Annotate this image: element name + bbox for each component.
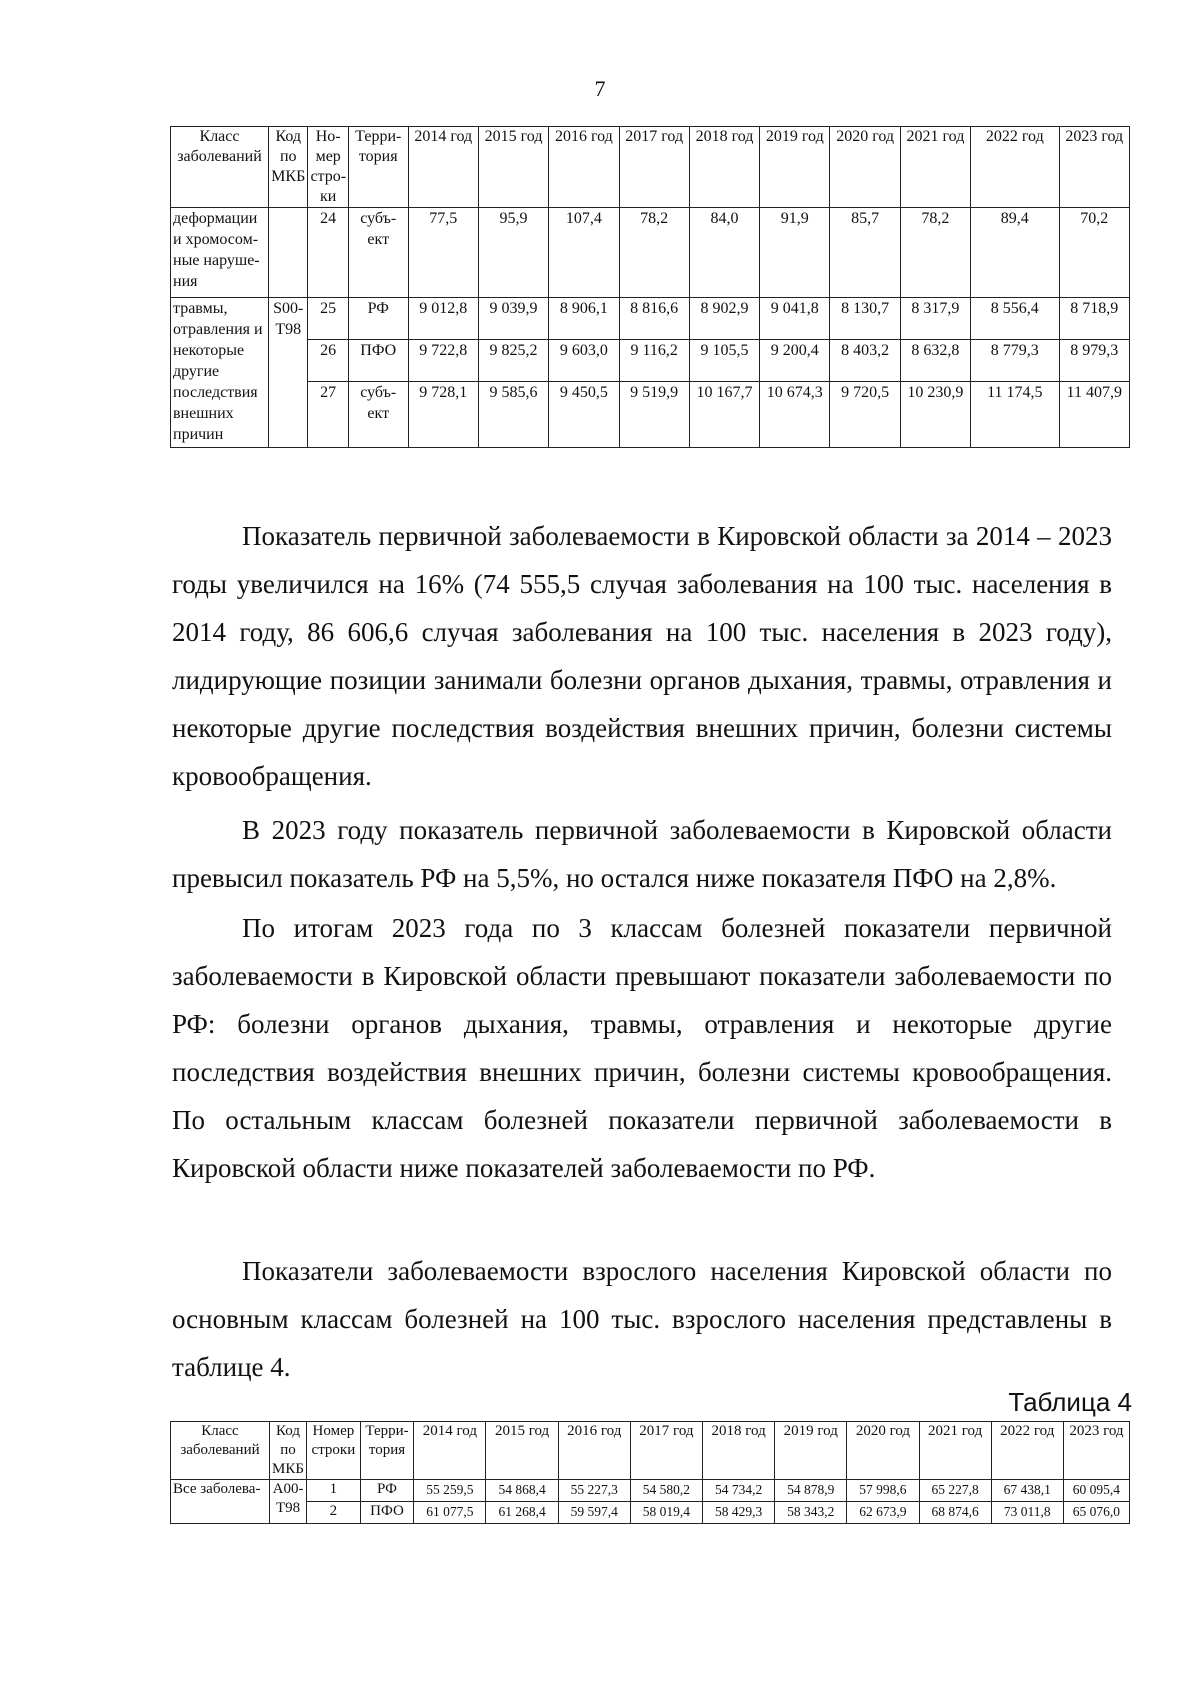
value-cell: 9 603,0 xyxy=(549,340,619,382)
header-year: 2017 год xyxy=(630,1422,702,1480)
value-cell: 9 105,5 xyxy=(689,340,759,382)
value-cell: 9 519,9 xyxy=(619,382,689,448)
value-cell: 9 039,9 xyxy=(478,298,548,340)
header-year: 2019 год xyxy=(760,127,830,208)
value-cell: 54 868,4 xyxy=(486,1480,558,1502)
value-cell: 68 874,6 xyxy=(919,1502,991,1524)
row-number-cell: 27 xyxy=(308,382,348,448)
value-cell: 58 343,2 xyxy=(775,1502,847,1524)
header-year: 2021 год xyxy=(900,127,970,208)
header-territory: Терри-тория xyxy=(360,1422,414,1480)
header-year: 2022 год xyxy=(991,1422,1063,1480)
paragraph-2023-comparison: В 2023 году показатель первичной заболеваемости в Кировской области превысил показатель РФ на 5,5%, но остался ниже показателя ПФО на 2,8%. xyxy=(172,815,1112,893)
value-cell: 8 130,7 xyxy=(830,298,900,340)
value-cell: 9 200,4 xyxy=(760,340,830,382)
value-cell: 10 674,3 xyxy=(760,382,830,448)
table-row xyxy=(171,208,1130,298)
value-cell: 55 259,5 xyxy=(414,1480,486,1502)
header-row-number: Номер строки xyxy=(307,1422,361,1480)
value-cell: 9 722,8 xyxy=(408,340,478,382)
value-cell: 62 673,9 xyxy=(847,1502,919,1524)
row-number-cell: 24 xyxy=(308,208,348,298)
header-territory: Терри-тория xyxy=(348,127,408,208)
value-cell: 58 429,3 xyxy=(703,1502,775,1524)
value-cell: 89,4 xyxy=(971,208,1059,298)
header-year: 2017 год xyxy=(619,127,689,208)
value-cell: 57 998,6 xyxy=(847,1480,919,1502)
territory-cell: РФ xyxy=(360,1480,414,1502)
code-cell: A00-T98 xyxy=(269,1480,306,1524)
value-cell: 9 825,2 xyxy=(478,340,548,382)
value-cell: 95,9 xyxy=(478,208,548,298)
header-year: 2015 год xyxy=(478,127,548,208)
header-row-number: Но-мер стро-ки xyxy=(308,127,348,208)
value-cell: 8 906,1 xyxy=(549,298,619,340)
value-cell: 61 077,5 xyxy=(414,1502,486,1524)
row-number-cell: 26 xyxy=(308,340,348,382)
value-cell: 54 734,2 xyxy=(703,1480,775,1502)
value-cell: 8 979,3 xyxy=(1059,340,1129,382)
value-cell: 8 403,2 xyxy=(830,340,900,382)
territory-cell: субъ-ект xyxy=(348,382,408,448)
header-code: Код по МКБ xyxy=(269,1422,306,1480)
value-cell: 8 556,4 xyxy=(971,298,1059,340)
value-cell: 61 268,4 xyxy=(486,1502,558,1524)
value-cell: 8 902,9 xyxy=(689,298,759,340)
header-class: Класс заболеваний xyxy=(171,1422,270,1480)
paragraph-disease-classes: По итогам 2023 года по 3 классам болезней показатели первичной заболеваемости в Кировской области превышают показатели заболеваемости по РФ: болезни органов дыхания, травмы, отравления и некоторые другие последствия воздействия внешних причин, болезни системы кровообращения. По остальным классам болезней показатели первичной заболеваемости в Кировской области ниже показателей заболеваемости по РФ. xyxy=(172,913,1112,1183)
value-cell: 65 227,8 xyxy=(919,1480,991,1502)
value-cell: 9 012,8 xyxy=(408,298,478,340)
class-cell: травмы, отравления и некоторые другие последствия внешних причин xyxy=(171,298,269,448)
value-cell: 78,2 xyxy=(900,208,970,298)
value-cell: 8 718,9 xyxy=(1059,298,1129,340)
value-cell: 8 779,3 xyxy=(971,340,1059,382)
morbidity-table-continued xyxy=(170,126,1130,448)
value-cell: 9 450,5 xyxy=(549,382,619,448)
value-cell: 10 167,7 xyxy=(689,382,759,448)
header-year: 2015 год xyxy=(486,1422,558,1480)
territory-cell: ПФО xyxy=(348,340,408,382)
value-cell: 11 407,9 xyxy=(1059,382,1129,448)
value-cell: 84,0 xyxy=(689,208,759,298)
page-number: 7 xyxy=(594,76,606,101)
header-code: Код по МКБ xyxy=(269,127,308,208)
header-year: 2016 год xyxy=(558,1422,630,1480)
paragraph-table4-intro: Показатели заболеваемости взрослого населения Кировской области по основным классам болезней на 100 тыс. взрослого населения представлены в таблице 4. xyxy=(172,1256,1112,1382)
value-cell: 58 019,4 xyxy=(630,1502,702,1524)
value-cell: 59 597,4 xyxy=(558,1502,630,1524)
value-cell: 70,2 xyxy=(1059,208,1129,298)
row-number-cell: 2 xyxy=(307,1502,361,1524)
code-cell xyxy=(269,208,308,298)
territory-cell: ПФО xyxy=(360,1502,414,1524)
paragraph-primary-morbidity: Показатель первичной заболеваемости в Кировской области за 2014 – 2023 годы увеличился на 16% (74 555,5 случая заболевания на 100 тыс. населения в 2014 году, 86 606,6 случая заболевания на 100 тыс. населения в 2023 году), лидирующие позиции занимали болезни органов дыхания, травмы, отравления и некоторые другие последствия воздействия внешних причин, болезни системы кровообращения. xyxy=(172,521,1112,791)
value-cell: 9 720,5 xyxy=(830,382,900,448)
value-cell: 73 011,8 xyxy=(991,1502,1063,1524)
header-year: 2018 год xyxy=(689,127,759,208)
value-cell: 11 174,5 xyxy=(971,382,1059,448)
value-cell: 107,4 xyxy=(549,208,619,298)
header-year: 2023 год xyxy=(1063,1422,1129,1480)
header-year: 2023 год xyxy=(1059,127,1129,208)
header-year: 2014 год xyxy=(408,127,478,208)
class-cell: Все заболева- xyxy=(171,1480,270,1524)
value-cell: 55 227,3 xyxy=(558,1480,630,1502)
header-year: 2020 год xyxy=(847,1422,919,1480)
header-year: 2018 год xyxy=(703,1422,775,1480)
header-year: 2020 год xyxy=(830,127,900,208)
value-cell: 67 438,1 xyxy=(991,1480,1063,1502)
territory-cell: РФ xyxy=(348,298,408,340)
header-year: 2022 год xyxy=(971,127,1059,208)
table-row xyxy=(171,1480,1130,1502)
adult-morbidity-table xyxy=(170,1421,1130,1524)
row-number-cell: 1 xyxy=(307,1480,361,1502)
code-cell: S00-T98 xyxy=(269,298,308,448)
table-row xyxy=(171,382,1130,448)
value-cell: 9 585,6 xyxy=(478,382,548,448)
table-caption: Таблица 4 xyxy=(1008,1387,1132,1417)
value-cell: 85,7 xyxy=(830,208,900,298)
value-cell: 91,9 xyxy=(760,208,830,298)
value-cell: 9 116,2 xyxy=(619,340,689,382)
value-cell: 78,2 xyxy=(619,208,689,298)
territory-cell: субъ-ект xyxy=(348,208,408,298)
value-cell: 65 076,0 xyxy=(1063,1502,1129,1524)
class-cell: деформации и хромосом-ные наруше-ния xyxy=(171,208,269,298)
value-cell: 8 632,8 xyxy=(900,340,970,382)
header-class: Класс заболеваний xyxy=(171,127,269,208)
value-cell: 8 816,6 xyxy=(619,298,689,340)
header-year: 2016 год xyxy=(549,127,619,208)
value-cell: 9 041,8 xyxy=(760,298,830,340)
table-row xyxy=(171,1502,1130,1524)
table-row xyxy=(171,298,1130,340)
value-cell: 77,5 xyxy=(408,208,478,298)
value-cell: 10 230,9 xyxy=(900,382,970,448)
value-cell: 60 095,4 xyxy=(1063,1480,1129,1502)
value-cell: 8 317,9 xyxy=(900,298,970,340)
header-year: 2019 год xyxy=(775,1422,847,1480)
row-number-cell: 25 xyxy=(308,298,348,340)
table-row xyxy=(171,340,1130,382)
header-year: 2014 год xyxy=(414,1422,486,1480)
header-year: 2021 год xyxy=(919,1422,991,1480)
value-cell: 54 878,9 xyxy=(775,1480,847,1502)
value-cell: 54 580,2 xyxy=(630,1480,702,1502)
value-cell: 9 728,1 xyxy=(408,382,478,448)
